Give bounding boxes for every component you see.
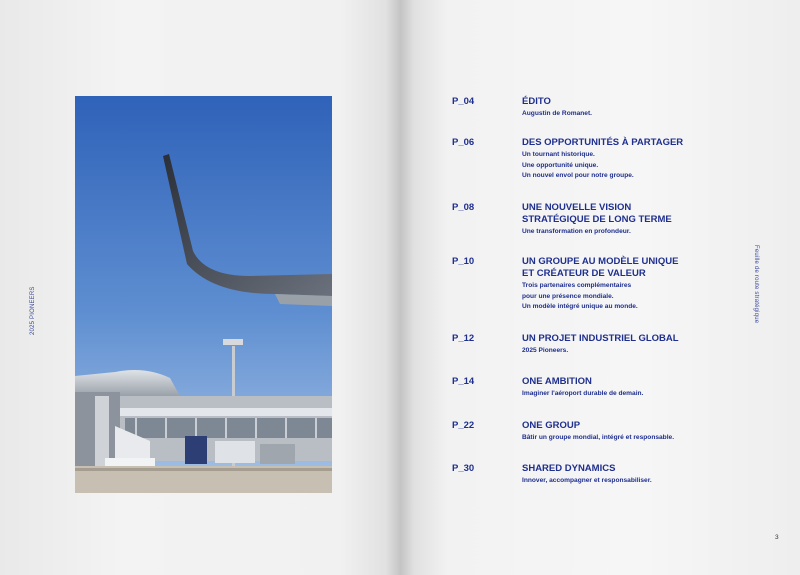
toc-subtitle: Augustin de Romanet. [522, 110, 592, 117]
toc-title: ÉDITO [522, 96, 551, 107]
toc-page-number: P_10 [452, 256, 475, 267]
toc-subtitle: 2025 Pioneers. [522, 347, 569, 354]
page-gutter [386, 0, 414, 575]
toc-subtitle: Bâtir un groupe mondial, intégré et responsable. [522, 434, 675, 441]
toc-page-number: P_30 [452, 463, 475, 474]
page-number: 3 [775, 534, 779, 541]
toc-title: DES OPPORTUNITÉS À PARTAGER [522, 137, 684, 148]
toc-page-number: P_08 [452, 202, 475, 213]
toc-title: UN PROJET INDUSTRIEL GLOBAL [522, 333, 679, 344]
toc-title: ONE AMBITION [522, 376, 592, 387]
toc-page-number: P_12 [452, 333, 475, 344]
right-running-title: Feuille de route stratégique [753, 245, 759, 324]
left-running-title: 2025 PIONEERS [30, 286, 36, 335]
toc-page-number: P_14 [452, 376, 475, 387]
toc-title: SHARED DYNAMICS [522, 463, 616, 474]
toc-subtitle: Une transformation en profondeur. [522, 228, 631, 235]
toc-title: ONE GROUP [522, 420, 581, 431]
toc-subtitle: Innover, accompagner et responsabiliser. [522, 477, 652, 484]
toc-title: UN GROUPE AU MODÈLE UNIQUE ET CRÉATEUR DE VALEUR [522, 256, 679, 279]
toc-page-number: P_04 [452, 96, 475, 107]
toc-subtitle: Trois partenaires complémentaires pour une présence mondiale. Un modèle intégré unique au monde. [522, 282, 638, 310]
airport-photo [75, 96, 332, 493]
toc-title: UNE NOUVELLE VISION STRATÉGIQUE DE LONG TERME [522, 202, 672, 225]
toc-page-number: P_06 [452, 137, 475, 148]
toc-subtitle: Un tournant historique. Une opportunité unique. Un nouvel envol pour notre groupe. [522, 151, 634, 179]
toc-page-number: P_22 [452, 420, 475, 431]
toc-subtitle: Imaginer l'aéroport durable de demain. [522, 390, 644, 397]
